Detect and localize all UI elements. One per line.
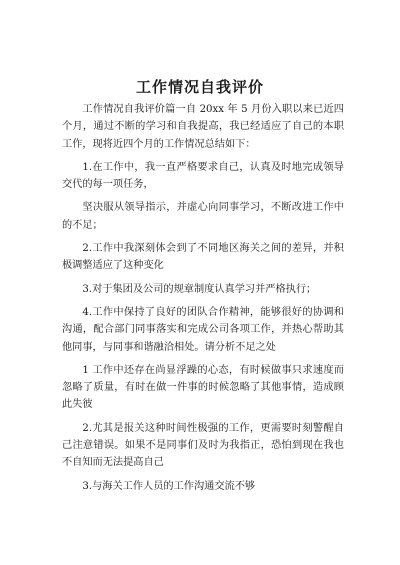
document-title: 工作情况自我评价	[135, 78, 264, 96]
paragraph-item-1-continued: 坚决服从领导指示，并虚心向同事学习，不断改进工作中的不足；	[62, 202, 344, 231]
paragraph-item-3: 3.对于集团及公司的规章制度认真学习并严格执行；	[82, 283, 317, 295]
paragraph-shortcoming-2: 2.尤其是报关这种时间性极强的工作，更需要时刻警醒自己注意错误。如果不是同事们及时为我指正，恐怕到现在我也不自知而无法提高自己	[62, 422, 344, 469]
paragraph-shortcoming-1: 1 工作中还存在尚显浮躁的心态，有时候做事只求速度而忽略了质量，有时在做一件事的时候忽略了其他事情，造成顾此失彼	[62, 364, 344, 411]
paragraph-shortcoming-3: 3.与海关工作人员的工作沟通交流不够	[82, 480, 256, 492]
document-body	[62, 101, 344, 495]
paragraph-item-1: 1.在工作中，我一直严格要求自己，认真及时地完成领导交代的每一项任务，	[62, 161, 344, 191]
paragraph-item-2: 2.工作中我深刻体会到了不同地区海关之间的差异，并积极调整适应了这种变化	[62, 243, 344, 272]
paragraph-intro: 工作情况自我评价篇一自 20xx 年 5 月份入职以来已近四个月，通过不断的学习和自我提高，我已经适应了自己的本职工作，现将近四个月的工作情况总结如下：	[62, 104, 344, 150]
paragraph-item-4: 4.工作中保持了良好的团队合作精神，能够很好的协调和沟通，配合部门同事落实和完成公司各项工作，并热心帮助其他同事，与同事和谐融洽相处。请分析不足之处	[62, 306, 344, 353]
